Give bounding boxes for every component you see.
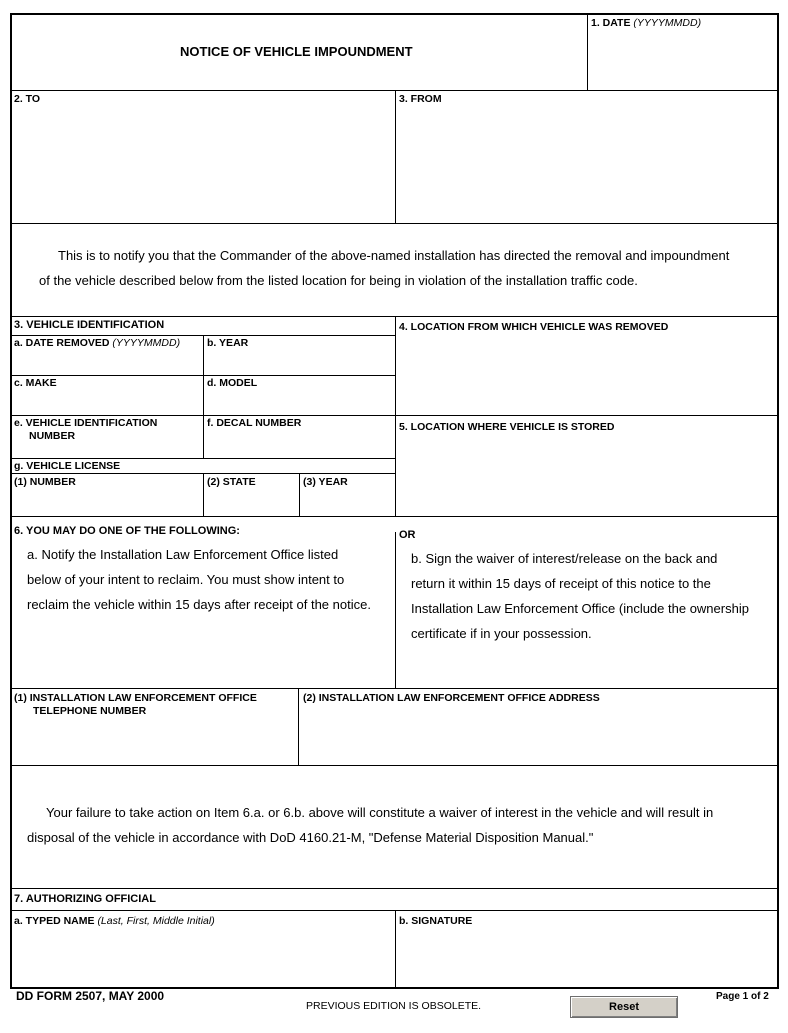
date-removed-field[interactable] — [13, 351, 201, 373]
model-label: d. MODEL — [207, 377, 258, 389]
date-field[interactable] — [590, 34, 776, 86]
divider — [395, 316, 396, 516]
divider — [11, 415, 395, 416]
form-id: DD FORM 2507, MAY 2000 — [16, 989, 165, 1003]
vin-field[interactable] — [13, 440, 201, 456]
failure-line-2: disposal of the vehicle in accordance with DoD 4160.21-M, "Defense Material Disposition Manual." — [27, 830, 594, 845]
divider — [299, 473, 300, 516]
date-removed-label: a. DATE REMOVED (YYYYMMDD) — [14, 337, 181, 349]
vehicle-id-label: 3. VEHICLE IDENTIFICATION — [14, 319, 165, 331]
divider — [395, 532, 396, 688]
divider — [11, 765, 778, 766]
address-label: (2) INSTALLATION LAW ENFORCEMENT OFFICE ADDRESS — [303, 692, 600, 704]
page-number: Page 1 of 2 — [716, 991, 769, 1002]
signature-label: b. SIGNATURE — [399, 915, 473, 927]
option-b-line-3: Installation Law Enforcement Office (include the ownership — [411, 601, 749, 616]
option-b-line-1: b. Sign the waiver of interest/release on the back and — [411, 551, 718, 566]
typed-name-field[interactable] — [13, 930, 393, 986]
divider — [11, 516, 778, 517]
location-removed-field[interactable] — [398, 336, 776, 413]
year-label: b. YEAR — [207, 337, 249, 349]
license-label: g. VEHICLE LICENSE — [14, 460, 121, 472]
or-label: OR — [399, 529, 416, 541]
address-field[interactable] — [302, 707, 776, 763]
location-stored-field[interactable] — [398, 436, 776, 514]
lic-year-label: (3) YEAR — [303, 476, 348, 488]
signature-field[interactable] — [398, 930, 776, 986]
to-field[interactable] — [13, 108, 393, 220]
divider — [395, 910, 396, 988]
option-b-line-2: return it within 15 days of receipt of this notice to the — [411, 576, 711, 591]
obsolete-notice: PREVIOUS EDITION IS OBSOLETE. — [306, 1000, 482, 1012]
lic-state-field[interactable] — [206, 490, 297, 514]
divider — [11, 888, 778, 889]
from-label: 3. FROM — [399, 93, 442, 105]
divider — [203, 473, 204, 516]
make-label: c. MAKE — [14, 377, 57, 389]
make-field[interactable] — [13, 391, 201, 413]
lic-number-label: (1) NUMBER — [14, 476, 76, 488]
authorizing-label: 7. AUTHORIZING OFFICIAL — [14, 893, 156, 905]
divider — [298, 688, 299, 765]
form-title: NOTICE OF VEHICLE IMPOUNDMENT — [180, 44, 413, 59]
lic-year-field[interactable] — [302, 490, 393, 514]
typed-name-label: a. TYPED NAME (Last, First, Middle Initial) — [14, 915, 215, 927]
year-field[interactable] — [206, 351, 393, 373]
failure-line-1: Your failure to take action on Item 6.a. or 6.b. above will constitute a waiver of interest in the vehicle and will result in — [46, 805, 714, 820]
to-label: 2. TO — [14, 93, 41, 105]
divider — [11, 375, 395, 376]
divider — [11, 688, 778, 689]
divider — [395, 415, 778, 416]
phone-label: (1) INSTALLATION LAW ENFORCEMENT OFFICE — [14, 692, 257, 704]
divider — [11, 223, 778, 224]
divider — [587, 14, 588, 90]
vin-label: e. VEHICLE IDENTIFICATION — [14, 417, 158, 429]
lic-state-label: (2) STATE — [207, 476, 256, 488]
date-label: 1. DATE (YYYYMMDD) — [591, 17, 702, 29]
notice-line-1: This is to notify you that the Commander of the above-named installation has directed the removal and impoundment — [58, 248, 730, 263]
vin-label-cont: NUMBER — [29, 430, 76, 442]
divider — [395, 90, 396, 223]
divider — [11, 458, 395, 459]
from-field[interactable] — [398, 108, 776, 220]
reset-button[interactable]: Reset — [570, 996, 678, 1018]
option-b-line-4: certificate if in your possession. — [411, 626, 592, 641]
location-stored-label: 5. LOCATION WHERE VEHICLE IS STORED — [399, 421, 615, 433]
lic-number-field[interactable] — [13, 490, 201, 514]
divider — [203, 335, 204, 458]
option-a-line-3: reclaim the vehicle within 15 days after receipt of the notice. — [27, 597, 371, 612]
phone-field[interactable] — [13, 722, 296, 762]
location-removed-label: 4. LOCATION FROM WHICH VEHICLE WAS REMOVED — [399, 321, 669, 333]
option-a-line-1: a. Notify the Installation Law Enforcement Office listed — [27, 547, 339, 562]
notice-line-2: of the vehicle described below from the listed location for being in violation of the installation traffic code. — [39, 273, 638, 288]
phone-label-cont: TELEPHONE NUMBER — [33, 705, 147, 717]
model-field[interactable] — [206, 391, 393, 413]
options-label: 6. YOU MAY DO ONE OF THE FOLLOWING: — [14, 525, 240, 537]
decal-field[interactable] — [206, 431, 393, 455]
option-a-line-2: below of your intent to reclaim. You must show intent to — [27, 572, 345, 587]
decal-label: f. DECAL NUMBER — [207, 417, 302, 429]
